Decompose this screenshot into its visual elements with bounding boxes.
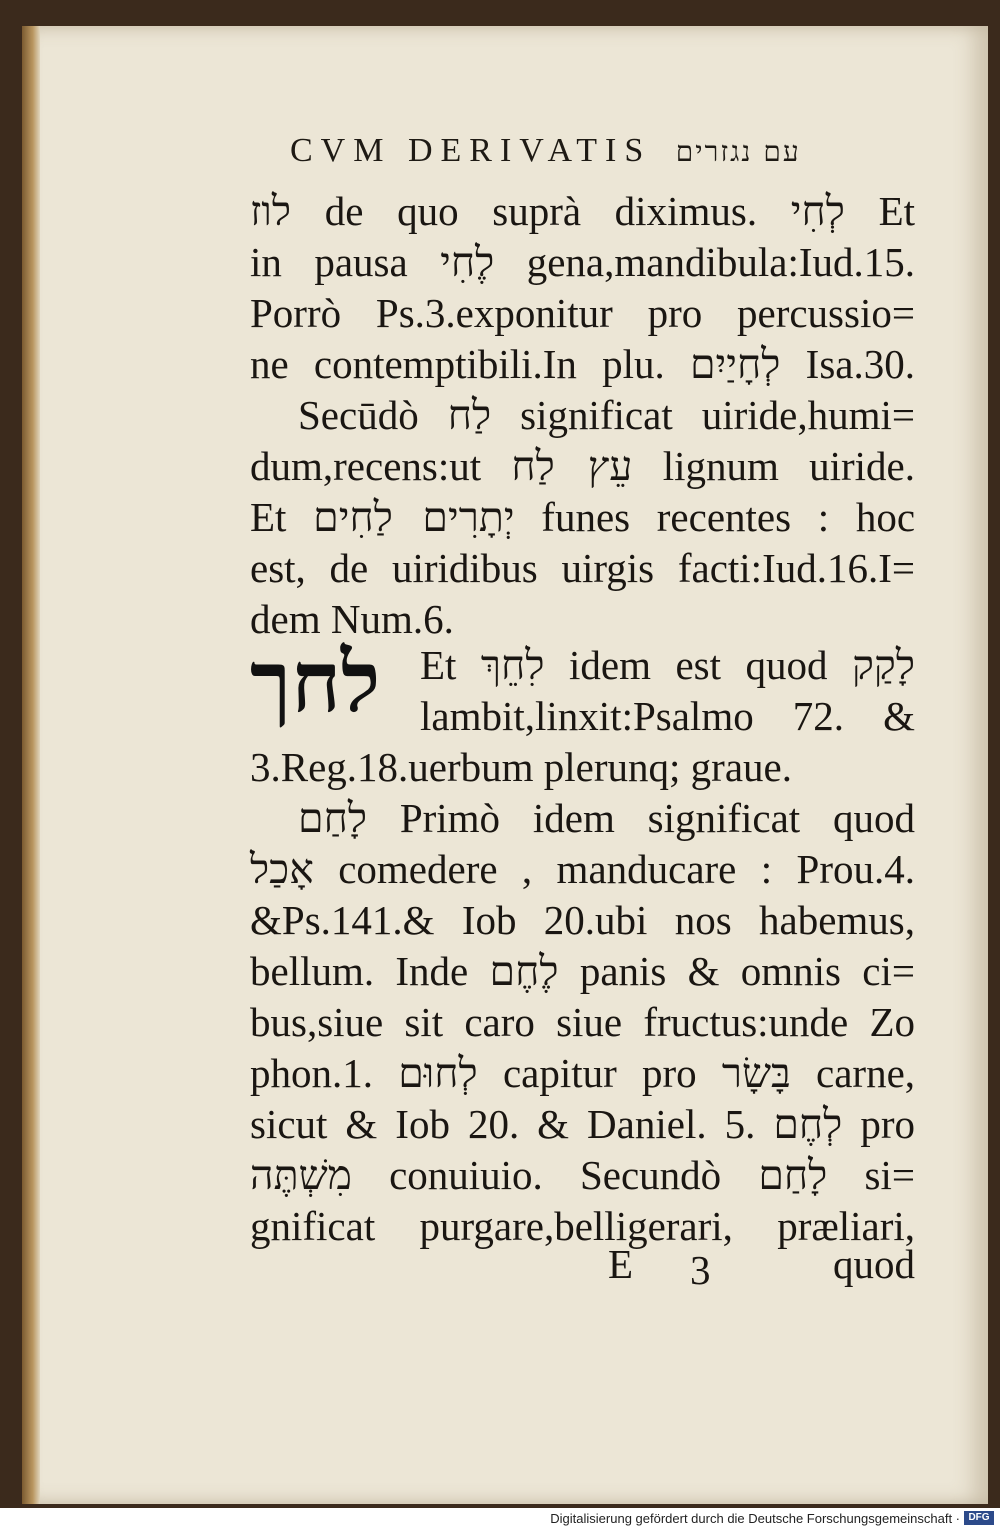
- hebrew-word: עֵץ לַח: [511, 442, 633, 490]
- hebrew-word: לְחוּם: [398, 1049, 478, 1097]
- latin-text: bus,siue sit caro siue fructus:unde Zo: [250, 999, 915, 1045]
- text-line: [250, 1099, 915, 1150]
- latin-text: est, de uiridibus uirgis facti:Iud.16.I=: [250, 545, 915, 591]
- running-header: [290, 132, 910, 170]
- lemma-text-block: [420, 640, 915, 742]
- latin-text: lignum uiride.: [632, 443, 915, 489]
- signature-mark: E: [608, 1241, 634, 1287]
- catchword: quod: [833, 1241, 915, 1287]
- latin-text: pro: [842, 1101, 915, 1147]
- text-line: [250, 492, 915, 543]
- page-gutter-shadow: [22, 26, 40, 1504]
- main-text-block: [250, 186, 915, 645]
- text-line: [250, 1048, 915, 1099]
- text-line: [250, 742, 915, 793]
- text-line: [250, 390, 915, 441]
- hebrew-word: לְחִי: [790, 187, 845, 235]
- latin-text: Et: [420, 642, 481, 688]
- hebrew-word: אָכַל: [250, 845, 314, 893]
- latin-text: dum,recens:ut: [250, 443, 512, 489]
- hebrew-word: יְתָרִים לַחִים: [313, 493, 515, 541]
- latin-text: bellum. Inde: [250, 948, 490, 994]
- text-line: [250, 844, 915, 895]
- text-line: [420, 691, 915, 742]
- hebrew-word: לְחָיַיִם: [689, 340, 781, 388]
- hebrew-word: לֶחִי: [440, 238, 495, 286]
- latin-text: de quo suprà diximus.: [291, 188, 791, 234]
- latin-text: carne,: [790, 1050, 916, 1096]
- main-text-block-2: [250, 742, 915, 1252]
- digitization-credit-bar: [0, 1508, 1000, 1529]
- text-line: [250, 237, 915, 288]
- text-line: [250, 288, 915, 339]
- hebrew-word: לִחֵךְ: [480, 641, 545, 689]
- text-line: [250, 997, 915, 1048]
- text-line: [250, 339, 915, 390]
- latin-text: conuiuio. Secundò: [351, 1152, 759, 1198]
- latin-text: funes recentes : hoc: [514, 494, 916, 540]
- text-line: [250, 543, 915, 594]
- text-line: [250, 186, 915, 237]
- latin-text: ne contemptibili.In plu.: [250, 341, 690, 387]
- hebrew-word: בָּשָׂר: [721, 1049, 791, 1097]
- text-line: [250, 946, 915, 997]
- hebrew-word: לָחַם: [758, 1151, 828, 1199]
- latin-text: Et: [250, 494, 314, 540]
- lemma-headword: לחך: [250, 632, 381, 731]
- latin-text: Isa.30.: [780, 341, 915, 387]
- page-number: 3: [690, 1247, 711, 1293]
- text-line: [420, 640, 915, 691]
- dfg-logo: DFG: [964, 1511, 994, 1525]
- latin-text: comedere , manducare : Prou.4.: [313, 846, 915, 892]
- text-line: [250, 895, 915, 946]
- hebrew-word: לְחֶם: [773, 1100, 843, 1148]
- latin-text: in pausa: [250, 239, 441, 285]
- latin-text: 3.Reg.18.uerbum plerunq; graue.: [250, 744, 792, 790]
- credit-text: Digitalisierung gefördert durch die Deutsche Forschungsgemeinschaft ·: [550, 1511, 960, 1526]
- hebrew-word: לוז: [250, 187, 292, 235]
- latin-text: Secūdò: [298, 392, 448, 438]
- latin-text: sicut & Iob 20. & Daniel. 5.: [250, 1101, 774, 1147]
- text-line: [250, 793, 915, 844]
- text-line: [250, 441, 915, 492]
- hebrew-word: לָחַם: [298, 794, 368, 842]
- running-header-title: CVM DERIVATIS: [290, 132, 652, 169]
- latin-text: panis & omnis ci=: [558, 948, 915, 994]
- latin-text: Et: [844, 188, 916, 234]
- latin-text: dem Num.6.: [250, 596, 454, 642]
- latin-text: phon.1.: [250, 1050, 399, 1096]
- latin-text: idem est quod: [544, 642, 852, 688]
- text-line: [250, 1201, 915, 1252]
- hebrew-word: לֶחֶם: [489, 947, 559, 995]
- latin-text: gena,mandibula:Iud.15.: [494, 239, 915, 285]
- latin-text: Primò idem significat quod: [367, 795, 915, 841]
- latin-text: capitur pro: [477, 1050, 722, 1096]
- running-header-hebrew: עם נגזרים: [675, 135, 801, 168]
- hebrew-word: מִשְׁתֶּה: [250, 1151, 352, 1199]
- latin-text: gnificat purgare,belligerari, prӕliari,: [250, 1203, 915, 1249]
- text-line: [250, 1150, 915, 1201]
- latin-text: Porrò Ps.3.exponitur pro percussio=: [250, 290, 915, 336]
- latin-text: significat uiride,humi=: [491, 392, 916, 438]
- latin-text: lambit,linxit:Psalmo 72. &: [420, 693, 915, 739]
- latin-text: si=: [827, 1152, 915, 1198]
- latin-text: &Ps.141.& Iob 20.ubi nos habemus,: [250, 897, 915, 943]
- hebrew-word: לָקַק: [851, 641, 916, 689]
- hebrew-word: לַח: [447, 391, 492, 439]
